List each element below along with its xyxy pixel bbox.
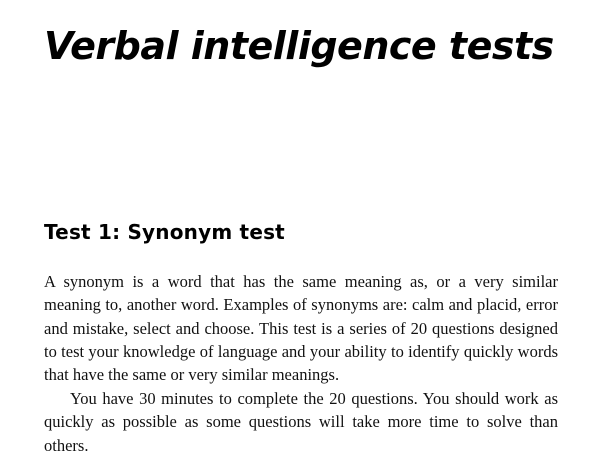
section-heading-test-1: Test 1: Synonym test (44, 219, 285, 244)
paragraph: You have 30 minutes to complete the 20 questions. You should work as quickly as possible as some questions will take more time to solve than others. (44, 388, 558, 455)
page-title: Verbal intelligence tests (44, 24, 554, 68)
section-body (44, 244, 558, 457)
paragraph: A synonym is a word that has the same meaning as, or a very similar meaning to, another word. Examples of synonyms are: calm and placid, error and mistake, select and choose. This test is a series of 20 questions designed to test your knowledge of language and your ability to identify quickly words that have the same or very similar meanings. (44, 271, 558, 385)
